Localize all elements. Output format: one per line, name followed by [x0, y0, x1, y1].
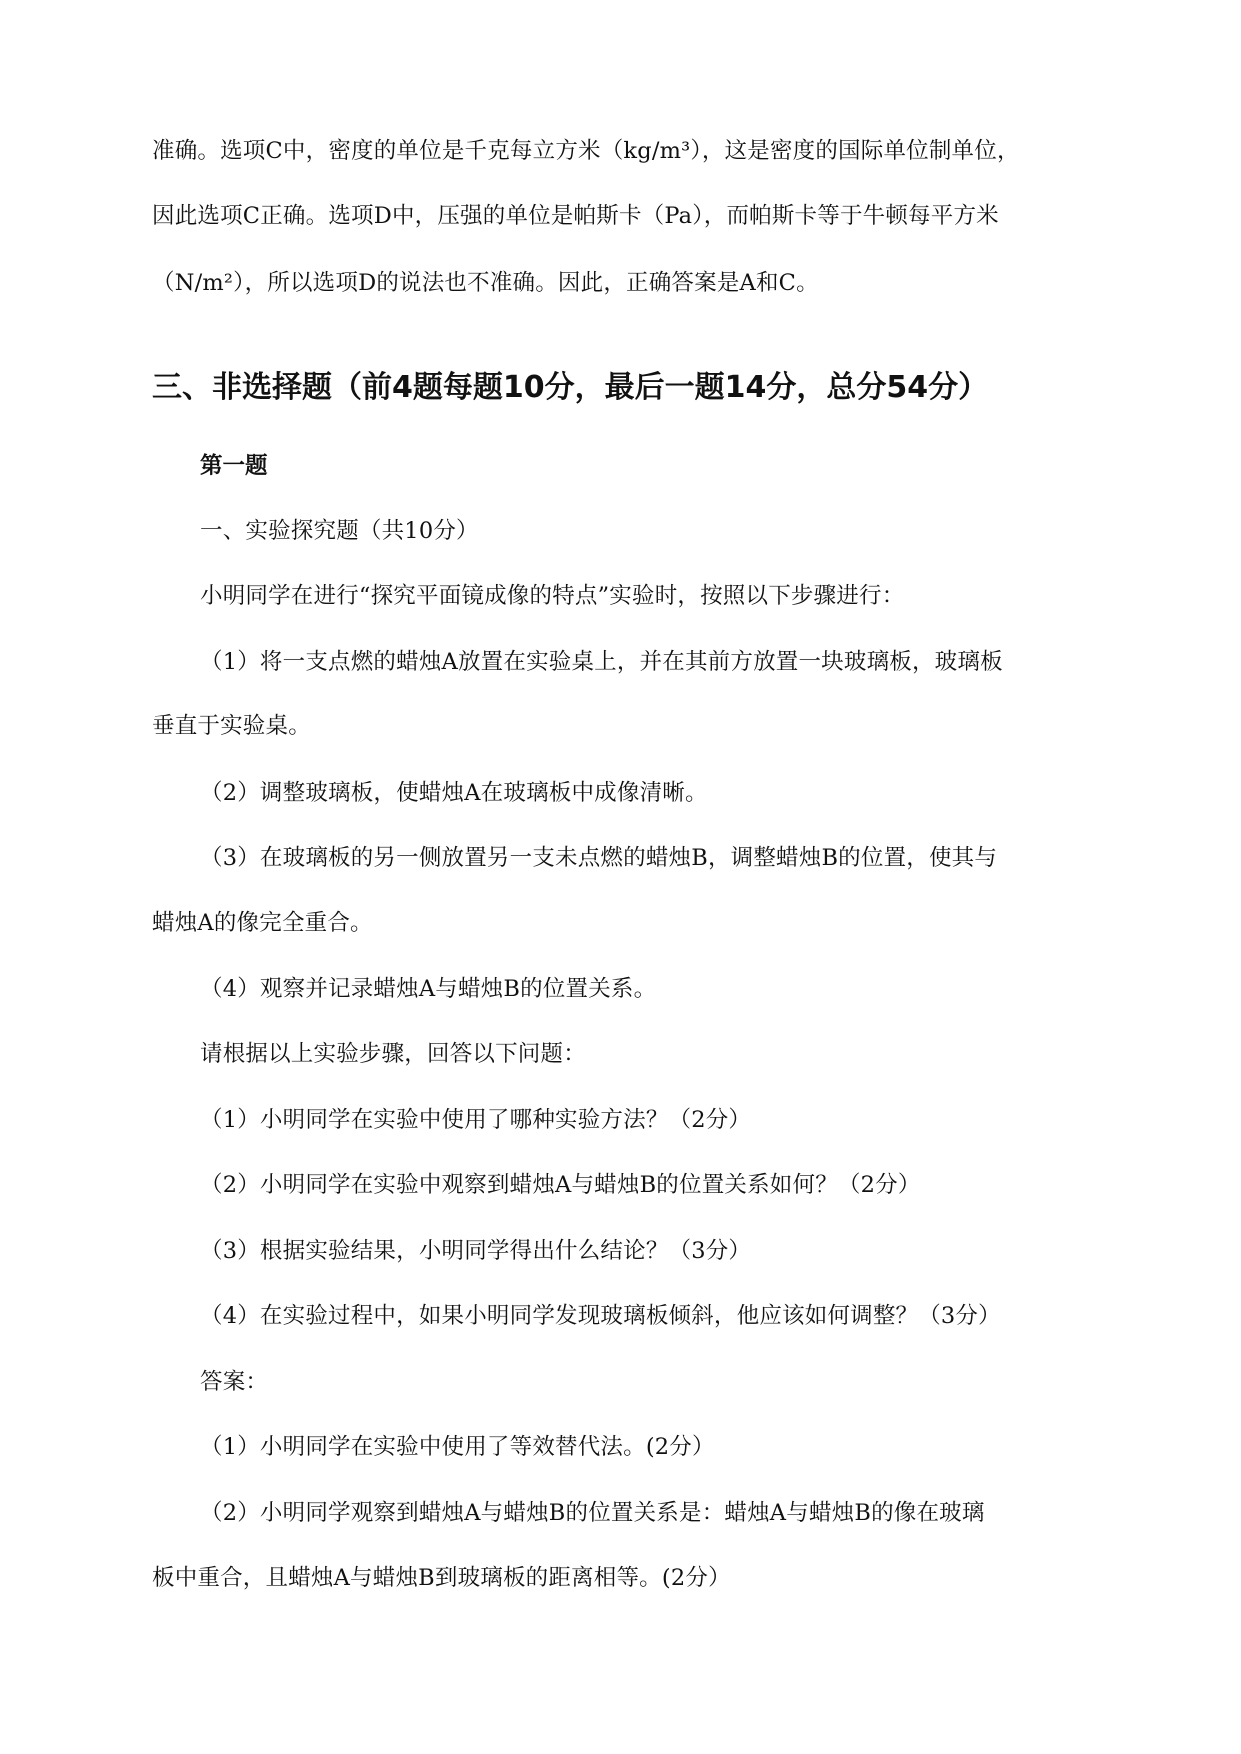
question-intro: 小明同学在进行“探究平面镜成像的特点”实验时，按照以下步骤进行：: [200, 583, 905, 609]
answer-label: 答案：: [200, 1369, 269, 1395]
question-1: （1）小明同学在实验中使用了哪种实验方法？（2分）: [200, 1107, 752, 1133]
step-1-line-2: 垂直于实验桌。: [152, 713, 311, 739]
answer-2-line-1: （2）小明同学观察到蜡烛A与蜡烛B的位置关系是：蜡烛A与蜡烛B的像在玻璃: [200, 1500, 985, 1526]
intro-line-2: 因此选项C正确。选项D中，压强的单位是帕斯卡（Pa），而帕斯卡等于牛顿每平方米: [152, 203, 999, 229]
step-2-line-1: （2）调整玻璃板，使蜡烛A在玻璃板中成像清晰。: [200, 780, 708, 806]
section-title: 三、非选择题（前4题每题10分，最后一题14分，总分54分）: [152, 370, 989, 405]
step-3-line-1: （3）在玻璃板的另一侧放置另一支未点燃的蜡烛B，调整蜡烛B的位置，使其与: [200, 845, 998, 871]
step-4-line-1: （4）观察并记录蜡烛A与蜡烛B的位置关系。: [200, 976, 657, 1002]
question-type: 一、实验探究题（共10分）: [200, 518, 479, 544]
answer-2-line-2: 板中重合，且蜡烛A与蜡烛B到玻璃板的距离相等。(2分）: [152, 1565, 731, 1591]
intro-line-3: （N/m²），所以选项D的说法也不准确。因此，正确答案是A和C。: [152, 270, 819, 296]
step-3-line-2: 蜡烛A的像完全重合。: [152, 910, 373, 936]
question-label: 第一题: [200, 453, 268, 479]
question-4: （4）在实验过程中，如果小明同学发现玻璃板倾斜，他应该如何调整？（3分）: [200, 1303, 1001, 1329]
question-prompt: 请根据以上实验步骤，回答以下问题：: [200, 1041, 586, 1067]
answer-1: （1）小明同学在实验中使用了等效替代法。(2分）: [200, 1434, 715, 1460]
step-1-line-1: （1）将一支点燃的蜡烛A放置在实验桌上，并在其前方放置一块玻璃板，玻璃板: [200, 649, 1003, 675]
question-2: （2）小明同学在实验中观察到蜡烛A与蜡烛B的位置关系如何？（2分）: [200, 1172, 921, 1198]
intro-line-1: 准确。选项C中，密度的单位是千克每立方米（kg/m³），这是密度的国际单位制单位，: [152, 138, 1020, 164]
question-3: （3）根据实验结果，小明同学得出什么结论？（3分）: [200, 1238, 752, 1264]
